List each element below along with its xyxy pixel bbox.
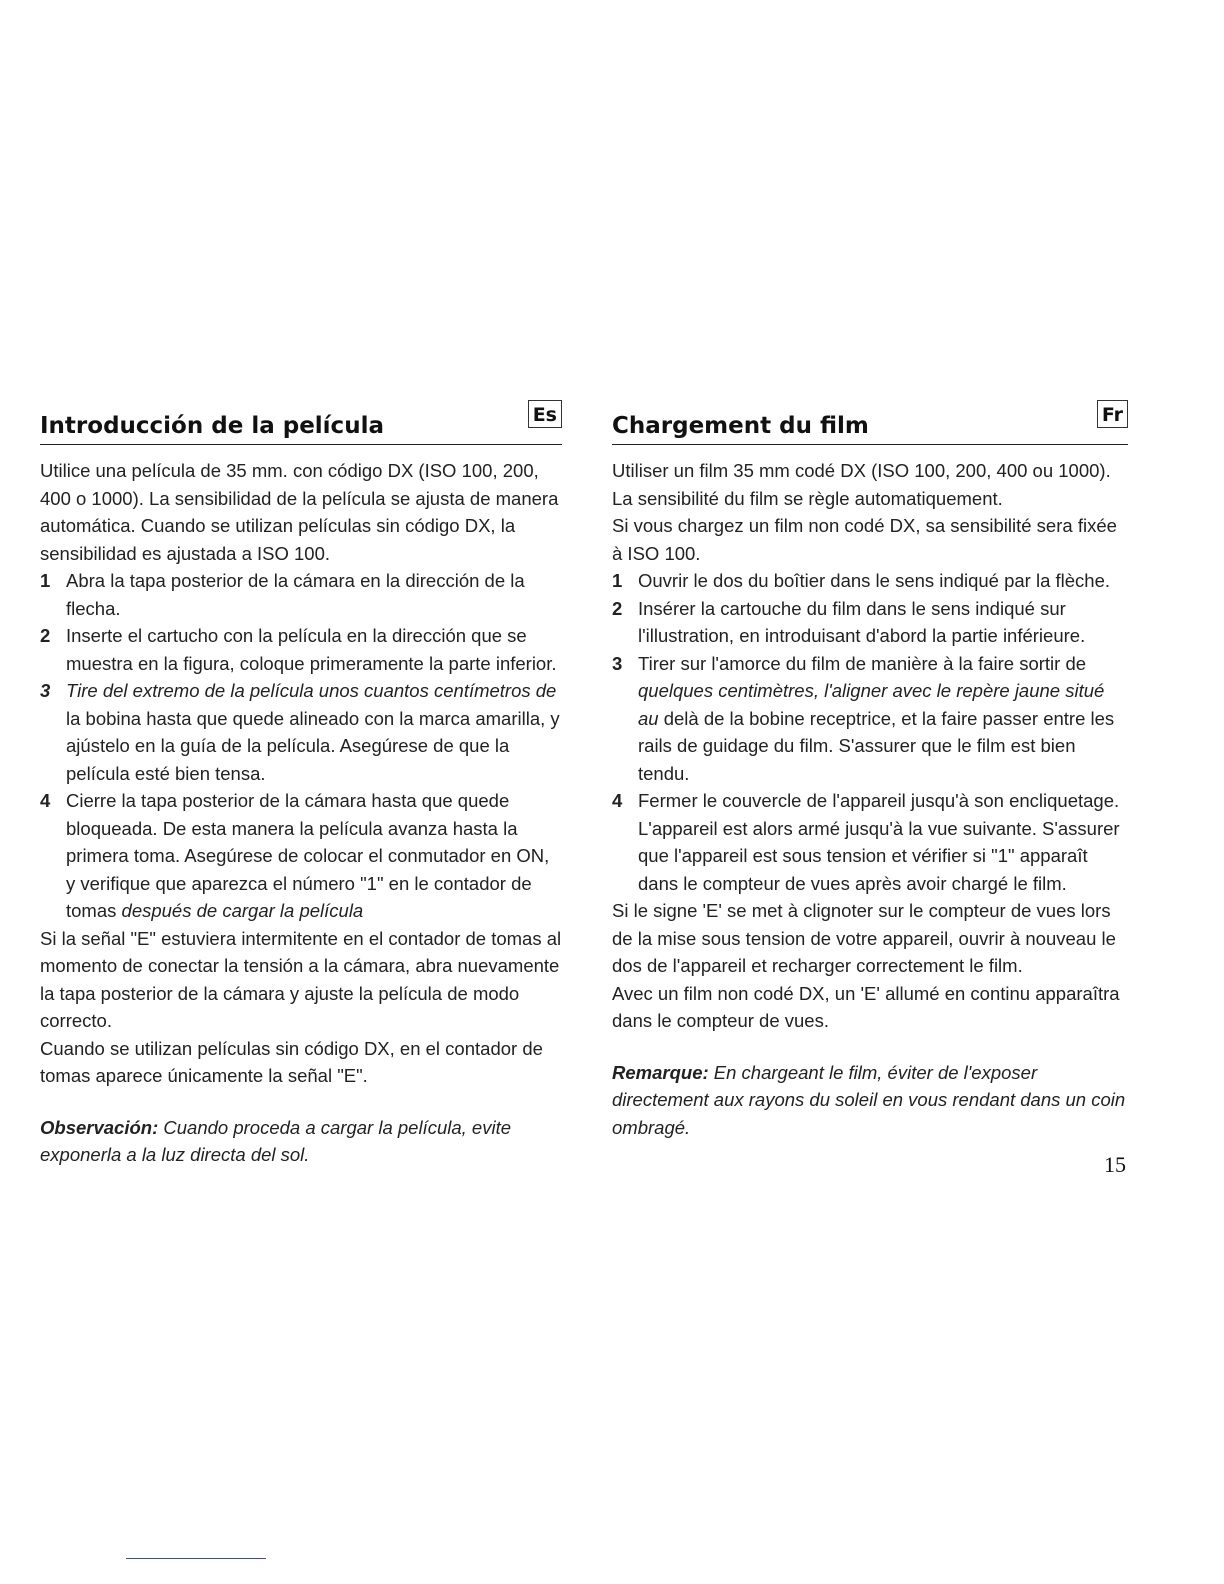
french-paragraph-blinking-e: Si le signe 'E' se met à clignoter sur le compteur de vues lors de la mise sous tension de votre appareil, ouvrir à nouveau le dos de l'appareil et recharger correctement le film. xyxy=(612,900,1116,976)
spanish-note xyxy=(40,1114,562,1169)
step-text: Cierre la tapa posterior de la cámara hasta que quede bloqueada. De esta manera la película avanza hasta la primera toma. Asegúrese de colocar el conmutador en ON, y verifique que aparezca el número "1" en le contador de tomas xyxy=(66,790,550,921)
spanish-language-badge: Es xyxy=(528,400,562,428)
step-text: Insérer la cartouche du film dans le sens indiqué sur l'illustration, en introduisant d'abord la partie inférieure. xyxy=(638,597,1086,646)
french-step-4 xyxy=(612,787,1128,897)
french-language-badge: Fr xyxy=(1097,400,1128,428)
step-text: Abra la tapa posterior de la cámara en la dirección de la flecha. xyxy=(66,570,525,619)
step-text-italic: después de cargar la película xyxy=(121,900,364,921)
step-text-italic: quelques centimètres, l'aligner avec le repère jaune situé au xyxy=(638,680,1105,729)
step-text: Fermer le couvercle de l'appareil jusqu'à son encliquetage. L'appareil est alors armé jusqu'à la vue suivante. S'assurer que l'appareil est sous tension et vérifier si "1" apparaît dans le compteur de vues après avoir chargé le film. xyxy=(638,790,1120,894)
french-step-2 xyxy=(612,595,1128,650)
spanish-intro: Utilice una película de 35 mm. con código DX (ISO 100, 200, 400 o 1000). La sensibilidad de la película se ajusta de manera automática. Cuando se utilizan películas sin código DX, la sensibilidad es ajustada a ISO 100. xyxy=(40,460,559,564)
french-title: Chargement du film xyxy=(612,413,869,439)
step-number: 1 xyxy=(612,570,623,591)
french-step-3 xyxy=(612,650,1128,788)
step-text: la bobina hasta que quede alineado con la marca amarilla, y ajústelo en la guía de la película. Asegúrese de que la película esté bien tensa. xyxy=(66,707,560,784)
spanish-step-4 xyxy=(40,787,562,925)
french-body xyxy=(612,457,1128,1035)
step-text-continued: delà de la bobine receptrice, et la faire passer entre les rails de guidage du film. S'assurer que le film est bien tendu. xyxy=(638,707,1115,784)
spanish-paragraph-blinking-e: Si la señal "E" estuviera intermitente en el contador de tomas al momento de conectar la tensión a la cámara, abra nuevamente la tapa posterior de la cámara y ajuste la película de modo correcto. xyxy=(40,927,562,1031)
spanish-header xyxy=(40,396,562,445)
note-label: Observación: xyxy=(40,1116,159,1138)
step-text: Ouvrir le dos du boîtier dans le sens indiqué par la flèche. xyxy=(638,570,1111,591)
french-step-1 xyxy=(612,567,1128,595)
page-number: 15 xyxy=(1104,1152,1126,1177)
spanish-title: Introducción de la película xyxy=(40,413,384,439)
french-paragraph-non-dx: Avec un film non codé DX, un 'E' allumé en continu apparaîtra dans le compteur de vues. xyxy=(612,982,1120,1031)
step-number: 2 xyxy=(612,597,623,619)
note-text: En chargeant le film, éviter de l'exposer directement aux rayons du soleil en vous rendant dans un coin ombragé. xyxy=(612,1061,1126,1138)
step-text-italic: Tire del extremo de la película unos cuantos centímetros de xyxy=(66,680,557,701)
note-text: Cuando proceda a cargar la película, evite exponerla a la luz directa del sol. xyxy=(40,1116,511,1165)
spanish-section xyxy=(40,396,562,1169)
step-number: 4 xyxy=(612,790,623,811)
spanish-step-1 xyxy=(40,567,562,622)
note-label: Remarque: xyxy=(612,1061,709,1083)
spanish-step-2 xyxy=(40,622,562,677)
step-text: Tirer sur l'amorce du film de manière à la faire sortir de xyxy=(638,652,1087,674)
step-text: Inserte el cartucho con la película en la dirección que se muestra en la figura, coloque primeramente la parte inferior. xyxy=(66,625,557,674)
french-intro-non-dx: Si vous chargez un film non codé DX, sa sensibilité sera fixée à ISO 100. xyxy=(612,515,1117,564)
french-header xyxy=(612,396,1128,445)
spanish-step-3 xyxy=(40,677,562,787)
spanish-body xyxy=(40,457,562,1090)
step-number: 1 xyxy=(40,570,51,591)
spanish-paragraph-non-dx: Cuando se utilizan películas sin código DX, en el contador de tomas aparece únicamente la señal "E". xyxy=(40,1037,543,1086)
step-number: 4 xyxy=(40,790,51,811)
step-number: 3 xyxy=(612,652,623,674)
french-intro: Utiliser un film 35 mm codé DX (ISO 100, 200, 400 ou 1000). La sensibilité du film se règle automatiquement. xyxy=(612,460,1111,509)
step-number: 2 xyxy=(40,625,51,646)
french-note xyxy=(612,1059,1128,1142)
french-section xyxy=(612,396,1128,1141)
footnote-rule xyxy=(126,1558,266,1559)
step-number: 3 xyxy=(40,680,51,701)
